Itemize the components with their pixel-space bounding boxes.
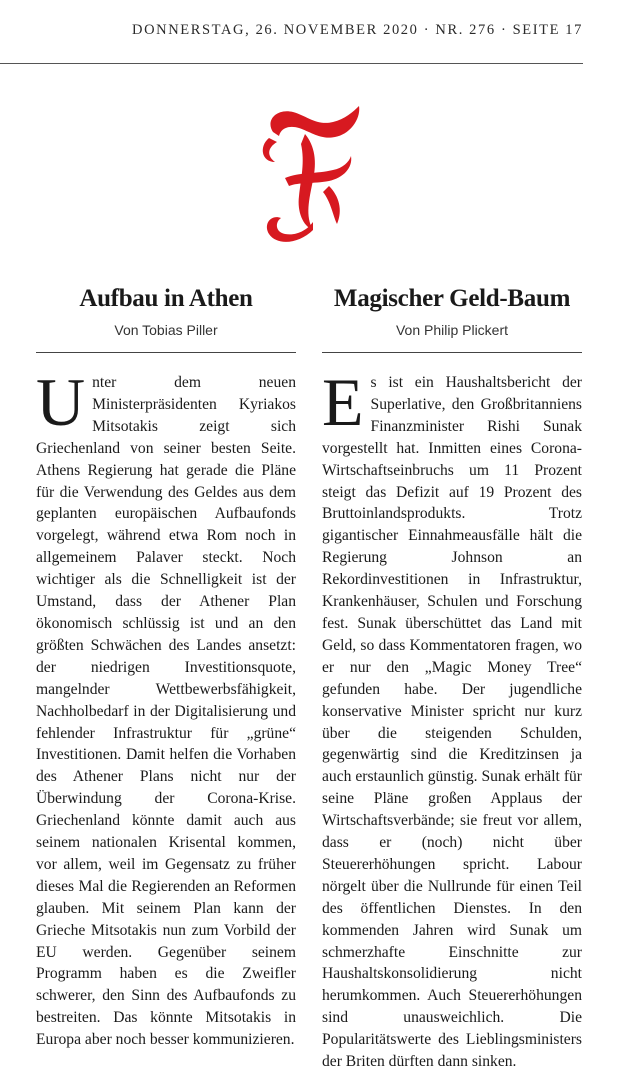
- article-title: Magischer Geld-Baum: [333, 285, 571, 312]
- column-rule: [36, 352, 296, 353]
- article-body: [36, 364, 296, 1051]
- faz-logo-svg: [255, 104, 365, 250]
- article-byline: Von Tobias Piller: [114, 322, 218, 338]
- article-right: [322, 280, 582, 1073]
- article-title: Aufbau in Athen: [79, 285, 253, 312]
- article-body-text: s ist ein Haushaltsbericht der Superlative, den Großbritanniens Finanzminister Rishi Sunak vorgestellt hat. Inmitten eines Corona-Wirtschaftseinbruchs um 11 Prozent steigt das Defizit auf 19 Prozent des Bruttoinlandsprodukts. Trotz gigantischer Einnahmeausfälle hält die Regierung Johnson an Rekordinvestitionen in Infrastruktur, Krankenhäuser, Schulen und Forschung fest. Sunak überschüttet das Land mit Geld, so dass Kommentatoren fragen, wo er nur den „Magic Money Tree“ gefunden habe. Der jugendliche konservative Minister spricht nur kurz über die steigenden Schulden, gegenwärtig sind die Kreditzinsen ja auch erstaunlich günstig. Sunak erhält für seine Pläne großen Applaus der Wirtschaftsverbände; sie freut vor allem, dass er (noch) nicht über Steuererhöhungen spricht. Labour nörgelt über die Nullrunde für einen Teil des öffentlichen Dienstes. In den kommenden Jahren wird Sunak um schmerzhafte Einschnitte zur Haushaltskonsolidierung nicht herumkommen. Auch Steuererhöhungen sind unausweichlich. Die Popularitätswerte des Lieblingsministers der Briten dürften dann sinken.: [322, 374, 582, 1071]
- article-body-text: nter dem neuen Ministerpräsidenten Kyriakos Mitsotakis zeigt sich Griechenland von seiner besten Seite. Athens Regierung hat gerade die Pläne für die Verwendung des Geldes aus dem geplanten europäischen Aufbaufonds vorgelegt, während etwa Rom noch in allgemeinem Palaver steckt. Noch wichtiger als die Schnelligkeit ist der Umstand, dass der Athener Plan ökonomisch schlüssig ist und an den größten Schwächen des Landes ansetzt: der niedrigen Investitionsquote, mangelnder Wettbewerbsfähigkeit, Nachholbedarf in der Digitalisierung und fehlender Infrastruktur für „grüne“ Investitionen. Damit helfen die Vorhaben des Athener Plans nicht nur der Überwindung der Corona-Krise. Griechenland könnte damit auch aus seinem nationalen Krisental kommen, vor allem, weil im Gegensatz zu früher dieses Mal die Regierenden an Reformen glauben. Mit seinem Plan kann der Grieche Mitsotakis nun zum Vorbild der EU werden. Gegenüber seinem Programm haben es die Zweifler schwerer, den Sinn des Aufbaufonds zu bestreiten. Das könnte Mitsotakis in Europa aber noch besser kommunizieren.: [36, 374, 296, 1049]
- article-byline: Von Philip Plickert: [395, 322, 509, 338]
- article-body: [322, 364, 582, 1073]
- header-rule: [0, 63, 583, 64]
- article-left: [36, 280, 296, 1051]
- column-rule: [322, 352, 582, 353]
- page-dateline: DONNERSTAG, 26. NOVEMBER 2020 · NR. 276 · SEITE 17: [132, 22, 583, 38]
- drop-cap: U: [36, 364, 86, 440]
- faz-fraktur-f-icon: [255, 104, 365, 250]
- drop-cap: E: [322, 364, 364, 440]
